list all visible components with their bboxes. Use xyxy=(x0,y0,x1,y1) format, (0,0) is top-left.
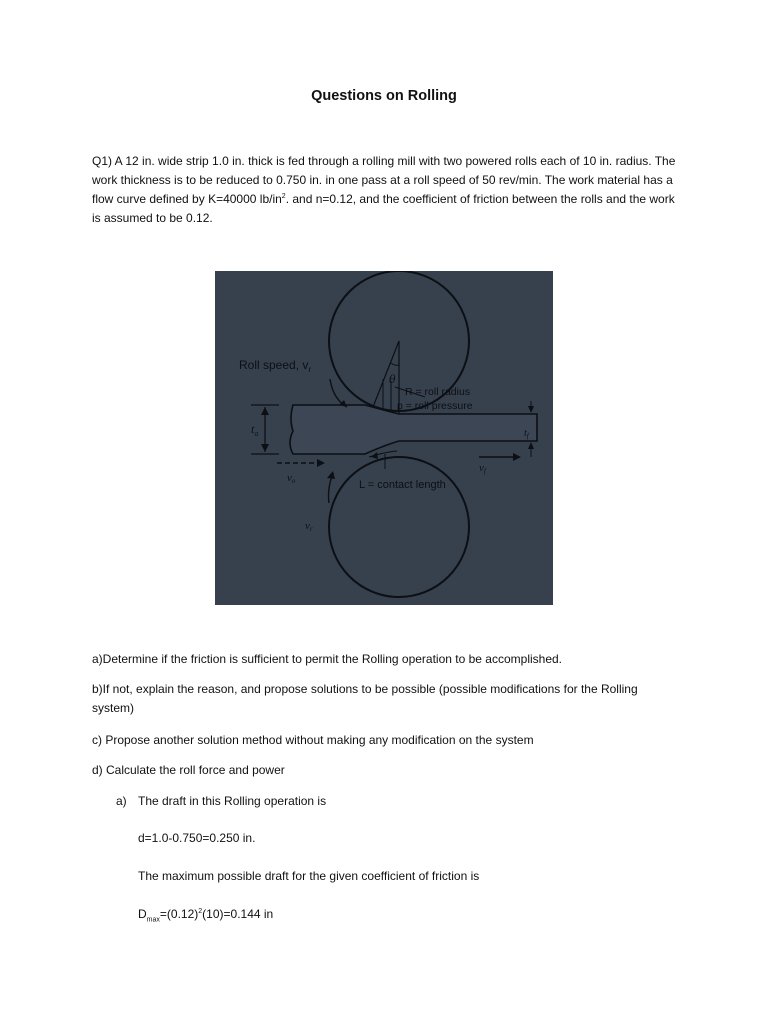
theta-label: θ xyxy=(389,373,396,386)
bottom-roll xyxy=(329,457,469,597)
roll-pressure-label: p = roll pressure xyxy=(397,400,473,412)
roll-speed-label: Roll speed, $v_r$ xyxy=(239,358,312,374)
dmax-symbol: D xyxy=(138,907,147,921)
roll-radius-label: R = roll radius xyxy=(405,386,471,398)
answer-a-label: a) xyxy=(116,794,127,808)
q1-part1: Q1) A 12 in. wide strip 1.0 in. thick is fed through a rolling mill with two powered rolls each of 10 in. radius. The work thickness is to be reduced to 0.750 in. in one pass at a roll speed of 50 rev/min. The work material has a flow curve defined by K=40000 lb/in xyxy=(92,154,676,206)
question-a: a)Determine if the friction is sufficient to permit the Rolling operation to be accomplished. xyxy=(92,652,563,666)
question-1-text xyxy=(92,152,678,228)
dmax-subscript: max xyxy=(146,916,160,924)
question-c: c) Propose another solution method without making any modification on the system xyxy=(92,733,534,747)
question-b: b)If not, explain the reason, and propose solutions to be possible (possible modifications for the Rolling system) xyxy=(92,682,638,715)
q1-part2: . and n=0.12, and the coefficient of friction between the rolls and the work is assumed to be 0.12. xyxy=(92,192,675,225)
question-d: d) Calculate the roll force and power xyxy=(92,763,285,777)
answer-dmax-formula xyxy=(138,905,273,924)
dmax-superscript: 2 xyxy=(198,908,203,915)
answer-line-3: The maximum possible draft for the given coefficient of friction is xyxy=(138,869,480,883)
contact-length-label: L = contact length xyxy=(359,479,446,491)
vf-label: vf xyxy=(479,462,486,475)
rolling-diagram-figure xyxy=(215,271,553,605)
vr-label: vr xyxy=(305,520,313,533)
dmax-part1: =(0.12) xyxy=(159,907,199,921)
dmax-part2: (10)=0.144 in xyxy=(202,907,274,921)
answer-line-1: The draft in this Rolling operation is xyxy=(138,794,327,808)
vo-label: vo xyxy=(287,472,296,485)
q1-superscript: 2 xyxy=(281,193,286,200)
page-title: Questions on Rolling xyxy=(311,88,457,104)
rolling-diagram xyxy=(215,271,553,605)
to-label: $t_o$ xyxy=(251,422,259,438)
answer-line-2: d=1.0-0.750=0.250 in. xyxy=(138,831,256,845)
tf-label: $t_f$ xyxy=(524,428,529,440)
